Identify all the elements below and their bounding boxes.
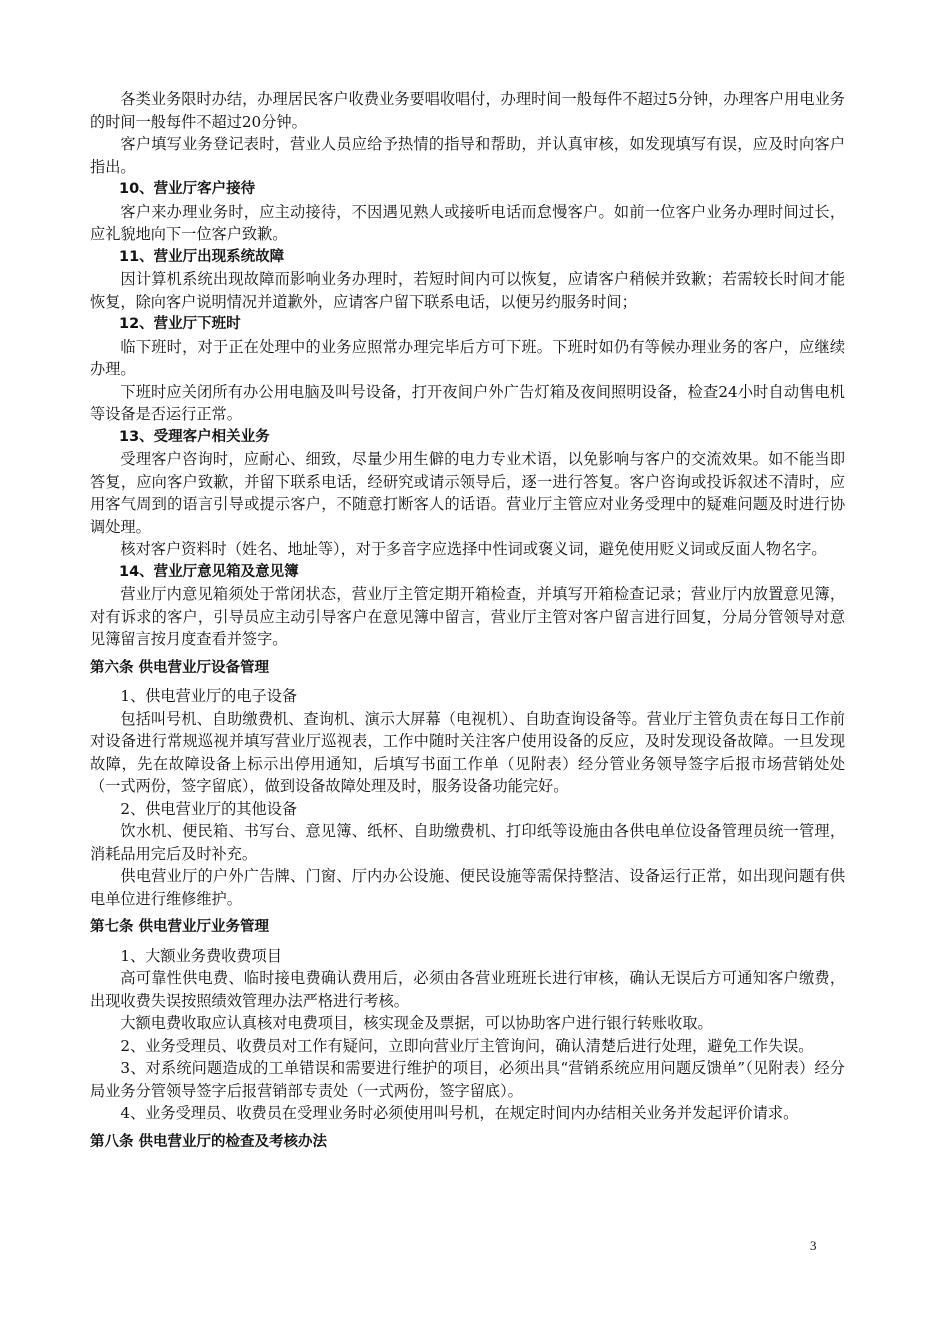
- paragraph: 3、对系统问题造成的工单错误和需要进行维护的项目，必须出具“营销系统应用问题反馈单”（见附表）经分局业务分管领导签字后报营销部专责处（一式两份，签字留底）。: [90, 1059, 845, 1100]
- paragraph: 大额电费收取应认真核对电费项目，核实现金及票据，可以协助客户进行银行转账收取。: [120, 1014, 713, 1032]
- section-heading: 10、营业厅客户接待: [119, 181, 256, 197]
- document-body: [90, 88, 845, 1159]
- paragraph: 各类业务限时办结，办理居民客户收费业务要唱收唱付，办理时间一般每件不超过5分钟，办理客户用电业务的时间一般每件不超过20分钟。: [90, 90, 845, 131]
- paragraph: 包括叫号机、自助缴费机、查询机、演示大屏幕（电视机）、自助查询设备等。营业厅主管负责在每日工作前对设备进行常规巡视并填写营业厅巡视表，工作中随时关注客户使用设备的反应，及时发现设备故障。一旦发现故障，先在故障设备上标示出停用通知，后填写书面工作单（见附表）经分管业务领导签字后报市场营销处处（一式两份，签字留底），做到设备故障处理及时，服务设备功能完好。: [90, 709, 845, 795]
- paragraph: 供电营业厅的户外广告牌、门窗、厅内办公设施、便民设施等需保持整洁、设备运行正常，如出现问题有供电单位进行维修维护。: [90, 867, 845, 908]
- article-heading: 第六条 供电营业厅设备管理: [90, 659, 270, 676]
- paragraph: 因计算机系统出现故障而影响业务办理时，若短时间内可以恢复，应请客户稍候并致歉；若需较长时间才能恢复，除向客户说明情况并道歉外，应请客户留下联系电话，以便另约服务时间；: [90, 270, 845, 311]
- paragraph: 1、供电营业厅的电子设备: [120, 687, 298, 705]
- section-heading: 14、营业厅意见箱及意见簿: [119, 563, 299, 580]
- section-heading: 12、营业厅下班时: [119, 316, 241, 332]
- paragraph: 客户来办理业务时，应主动接待，不因遇见熟人或接听电话而怠慢客户。如前一位客户业务办理时间过长，应礼貌地向下一位客户致歉。: [90, 202, 845, 243]
- paragraph: 高可靠性供电费、临时接电费确认费用后，必须由各营业班班长进行审核，确认无误后方可通知客户缴费，出现收费失误按照绩效管理办法严格进行考核。: [90, 969, 845, 1010]
- article-heading: 第七条 供电营业厅业务管理: [90, 919, 270, 935]
- paragraph: 饮水机、便民箱、书写台、意见簿、纸杯、自助缴费机、打印纸等设施由各供电单位设备管理员统一管理，消耗品用完后及时补充。: [90, 822, 845, 863]
- paragraph: 核对客户资料时（姓名、地址等），对于多音字应选择中性词或褒义词，避免使用贬义词或反面人物名字。: [120, 540, 827, 558]
- paragraph: 客户填写业务登记表时，营业人员应给予热情的指导和帮助，并认真审核，如发现填写有误，应及时向客户指出。: [90, 135, 845, 176]
- page-number: 3: [810, 1238, 817, 1253]
- paragraph: 受理客户咨询时，应耐心、细致，尽量少用生僻的电力专业术语，以免影响与客户的交流效果。如不能当即答复，应向客户致歉，并留下联系电话，经研究或请示领导后，逐一进行答复。客户咨询或投诉叙述不清时，应用客气周到的语言引导或提示客户，不随意打断客人的话语。营业厅主管应对业务受理中的疑难问题及时进行协调处理。: [90, 450, 845, 536]
- article-heading: 第八条 供电营业厅的检查及考核办法: [90, 1133, 328, 1150]
- paragraph: 2、业务受理员、收费员对工作有疑问，立即向营业厅主管询问，确认清楚后进行处理，避免工作失误。: [120, 1036, 814, 1055]
- section-heading: 13、受理客户相关业务: [119, 428, 270, 445]
- section-heading: 11、营业厅出现系统故障: [119, 248, 285, 265]
- paragraph: 1、大额业务费收费项目: [120, 946, 282, 965]
- paragraph: 营业厅内意见箱须处于常闭状态，营业厅主管定期开箱检查，并填写开箱检查记录；营业厅内放置意见簿，对有诉求的客户，引导员应主动引导客户在意见簿中留言，营业厅主管对客户留言进行回复，分局分管领导对意见簿留言按月度查看并签字。: [90, 585, 845, 648]
- paragraph: 2、供电营业厅的其他设备: [120, 799, 298, 818]
- paragraph: 临下班时，对于正在处理中的业务应照常办理完毕后方可下班。下班时如仍有等候办理业务的客户，应继续办理。: [90, 337, 845, 378]
- paragraph: 下班时应关闭所有办公用电脑及叫号设备，打开夜间户外广告灯箱及夜间照明设备，检查24小时自动售电机等设备是否运行正常。: [90, 382, 845, 423]
- paragraph: 4、业务受理员、收费员在受理业务时必须使用叫号机，在规定时间内办结相关业务并发起评价请求。: [120, 1104, 799, 1122]
